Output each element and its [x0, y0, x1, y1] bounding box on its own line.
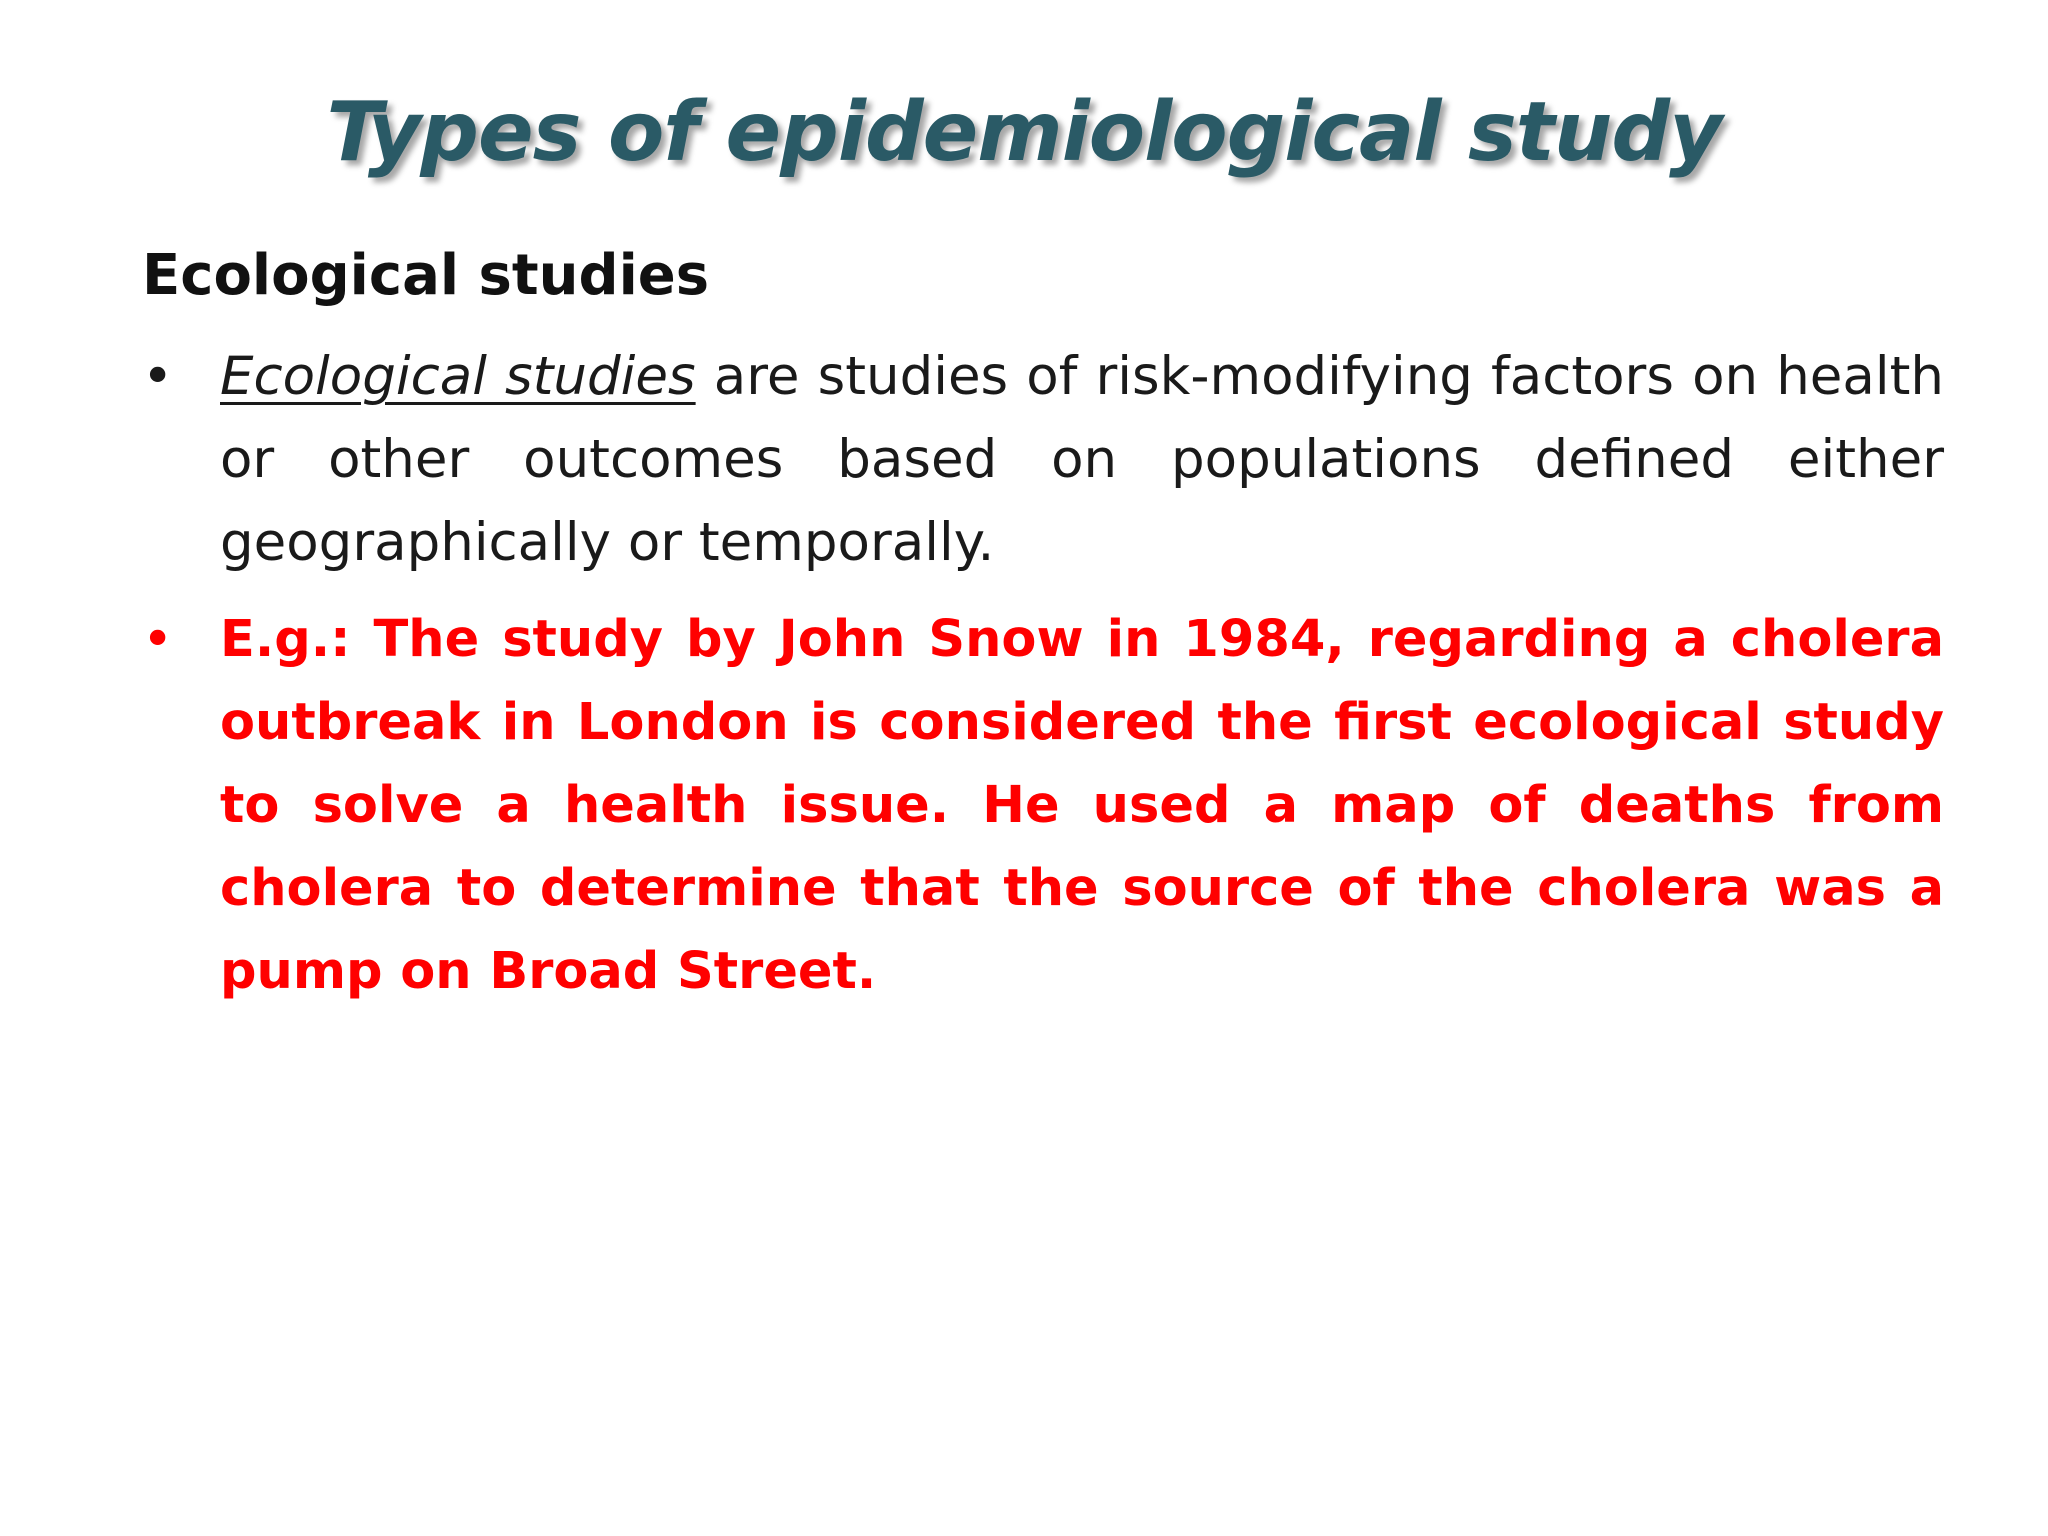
- bullet-definition: [142, 335, 1944, 584]
- slide-title: Types of epidemiological study: [326, 85, 1722, 180]
- defined-term: Ecological studies: [220, 346, 696, 407]
- definition-text: are studies of risk-modifying factors on health or other outcomes based on populations defined either geographically or temporally.: [220, 346, 1944, 573]
- bullet-list: [142, 335, 1944, 1027]
- section-heading: Ecological studies: [142, 243, 710, 308]
- bullet-marker: •: [142, 609, 174, 670]
- bullet-example: [142, 598, 1944, 1013]
- example-text: E.g.: The study by John Snow in 1984, regarding a cholera outbreak in London is considered the first ecological study to solve a health issue. He used a map of deaths from cholera to determine that the source of the cholera was a pump on Broad Street.: [220, 610, 1944, 1001]
- bullet-marker: •: [142, 346, 174, 407]
